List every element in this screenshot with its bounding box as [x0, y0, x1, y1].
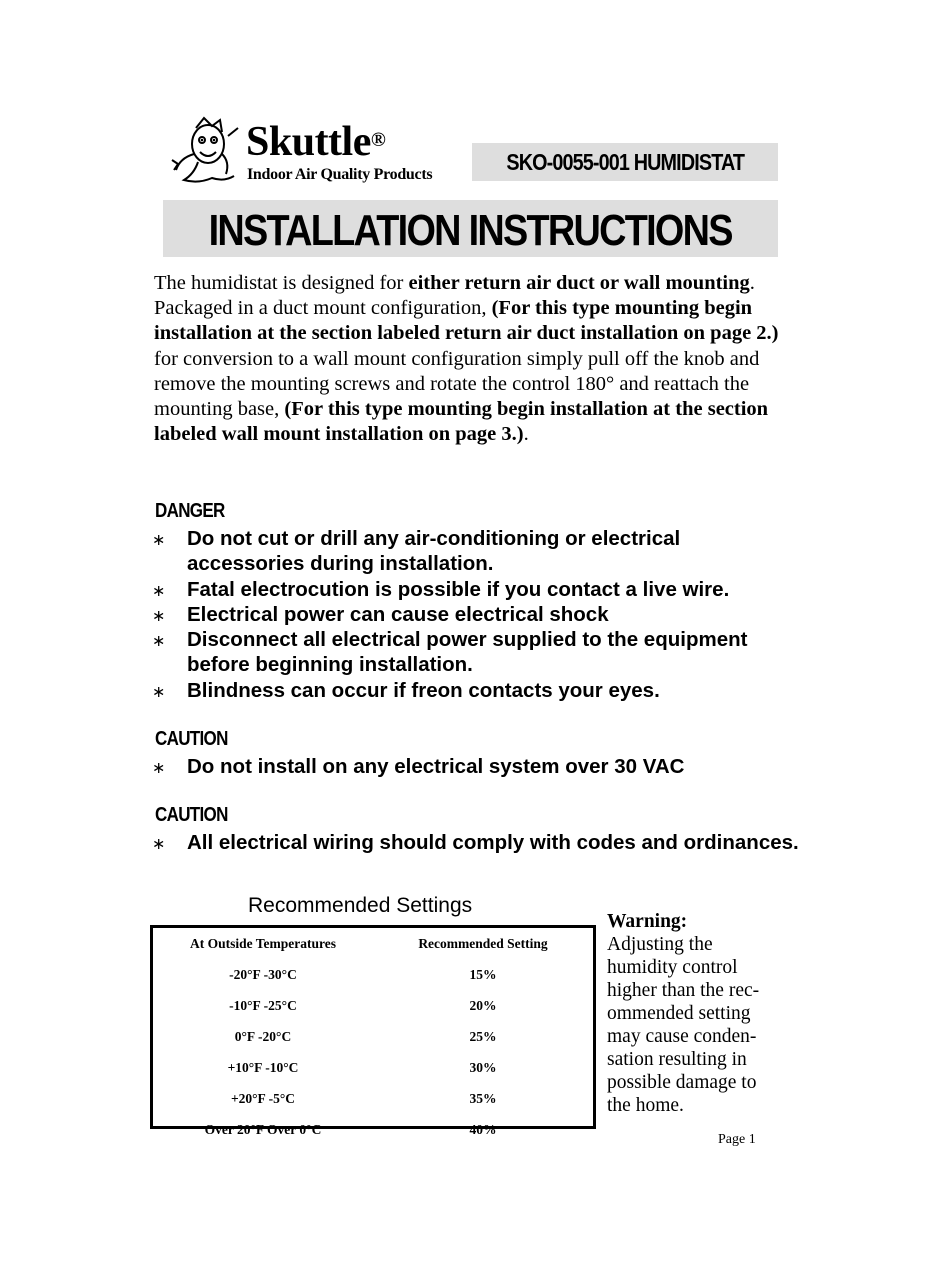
table-row: Over 20°F Over 0°C 40% — [204, 1121, 497, 1137]
column-header-setting: Recommended Setting — [418, 936, 548, 951]
settings-table — [150, 925, 596, 1137]
intro-paragraph: The humidistat is designed for either return air duct or wall mounting. Packaged in a duct mount configuration, (For this type mounting begin installation at the section labeled return air duct installation on page 2.) for conversion to a wall mount configuration simply pull off the knob and remove the mounting screws and rotate the control 180° and reattach the mounting base, (For this type mounting begin installation at the section labeled wall mount installation on page 3.). — [154, 272, 779, 446]
list-item: ∗ Fatal electrocution is possible if you contact a live wire. — [152, 577, 802, 602]
skuttle-mascot-logo — [168, 114, 242, 188]
table-row: 0°F -20°C 25% — [234, 1028, 497, 1044]
danger-heading: DANGER — [155, 500, 225, 522]
caution-list — [152, 754, 802, 779]
page-number: Page 1 — [718, 1132, 756, 1147]
list-item: ∗ Electrical power can cause electrical shock — [152, 602, 802, 627]
table-row: -20°F -30°C 15% — [229, 966, 497, 982]
model-number-box: SKO-0055-001 HUMIDISTAT — [472, 143, 778, 181]
list-item: ∗ Do not cut or drill any air-conditioning or electrical accessories during installation. — [152, 526, 802, 577]
danger-list — [152, 526, 802, 703]
table-row: +20°F -5°C 35% — [230, 1090, 497, 1106]
caution-list-2 — [152, 830, 802, 855]
column-header-temperature: At Outside Temperatures — [189, 936, 336, 951]
settings-title: Recommended Settings — [248, 894, 473, 917]
brand-tagline: Indoor Air Quality Products — [247, 166, 433, 183]
warning-note — [607, 910, 782, 1117]
warning-text: Adjusting the humidity control higher than the rec-ommended setting may cause conden-sation resulting in possible damage to the home. — [607, 934, 760, 1116]
list-item: ∗ Disconnect all electrical power supplied to the equipment before beginning installation. — [152, 627, 802, 678]
brand-name: Skuttle® — [246, 119, 386, 165]
list-item: ∗ All electrical wiring should comply with codes and ordinances. — [152, 830, 802, 855]
page-title: INSTALLATION INSTRUCTIONS — [163, 200, 778, 257]
list-item: ∗ Do not install on any electrical system over 30 VAC — [152, 754, 802, 779]
caution-heading-2: CAUTION — [155, 804, 228, 826]
warning-heading: Warning: — [607, 911, 688, 932]
list-item: ∗ Blindness can occur if freon contacts your eyes. — [152, 678, 802, 703]
caution-heading: CAUTION — [155, 728, 228, 750]
table-row: -10°F -25°C 20% — [229, 997, 497, 1013]
table-row: +10°F -10°C 30% — [227, 1059, 497, 1075]
